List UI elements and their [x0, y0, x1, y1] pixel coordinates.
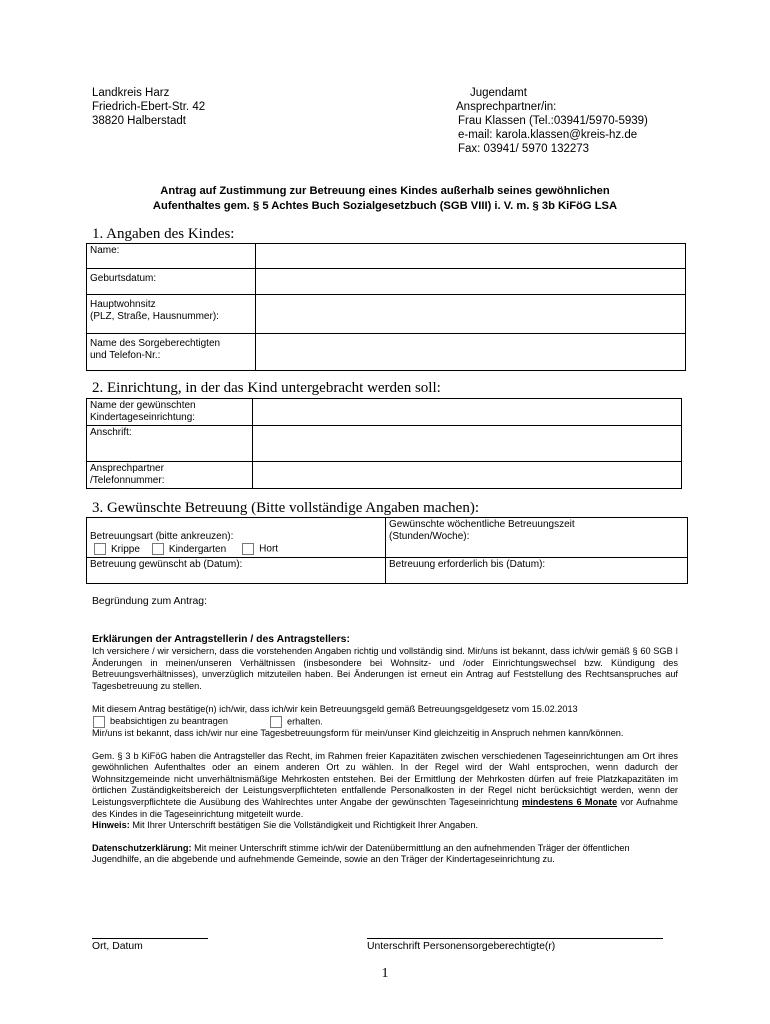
section1-heading: 1. Angaben des Kindes:: [92, 226, 235, 242]
sender-line: Landkreis Harz: [92, 87, 170, 99]
field-label: Name:: [87, 244, 256, 269]
field-label: Name der gewünschten Kindertageseinrichtung:: [87, 399, 253, 426]
privacy-label: Datenschutzerklärung:: [92, 842, 192, 853]
kifoeg-text: Gem. § 3 b KiFöG haben die Antragsteller das Recht, im Rahmen freier Kapazitäten zwischen verschiedenen Tageseinrichtungen am Ort ihres gewöhnlichen Aufenthaltes oder an einem anderen Ort zu wählen. In der Regel wird der Wahl entsprochen, wenn dadurch der Wohnsitzgemeinde nicht unverhältnismäßige Mehrkosten entstehen. Bei der Ermittlung der Mehrkosten dürfen auf freie Platzkapazitäten im örtlichen Zuständigkeitsbereich der Leistungsverpflichteten entfallende Personalkosten in der Regel nicht berücksichtigt werden, wenn der Leistungsverpflichtete die Ausübung des Wahlrechtes unter Angabe der gewünschten Tageseinrichtung: [92, 750, 678, 807]
privacy-text: Mit meiner Unterschrift stimme ich/wir der Datenübermittlung an den aufnehmenden Träger der öffentlichen Jugendhilfe, an die abgebende und aufnehmende Gemeinde, sowie an den Träger der Kindertageseinrichtung zu.: [92, 842, 630, 865]
residence-field[interactable]: [256, 295, 686, 334]
apply-checkbox[interactable]: [93, 716, 105, 728]
krippe-checkbox[interactable]: [94, 543, 106, 555]
care-until-field[interactable]: Betreuung erforderlich bis (Datum):: [386, 557, 688, 583]
receive-checkbox[interactable]: [270, 716, 282, 728]
sender-line: Friedrich-Ebert-Str. 42: [92, 101, 206, 113]
sender-line: 38820 Halberstadt: [92, 115, 186, 127]
contact-fax: Fax: 03941/ 5970 132273: [458, 143, 590, 155]
child-name-field[interactable]: [256, 244, 686, 269]
field-label: Anschrift:: [87, 426, 253, 462]
care-table: [86, 517, 688, 584]
declaration-paragraph: Mir/uns ist bekannt, dass ich/wir nur eine Tagesbetreuungsform für mein/unser Kind gleichzeitig in Anspruch nehmen kann/können.: [92, 728, 624, 738]
contact-label: Ansprechpartner/in:: [456, 101, 557, 113]
childcare-allowance-options: [92, 716, 678, 728]
option-label: beabsichtigen zu beantragen: [110, 716, 228, 727]
place-date-label: Ort, Datum: [92, 941, 143, 952]
section3-heading: 3. Gewünschte Betreuung (Bitte vollständige Angaben machen):: [92, 500, 479, 516]
contact-office: Jugendamt: [470, 87, 527, 99]
contact-email: e-mail: karola.klassen@kreis-hz.de: [458, 129, 638, 141]
contact-person: Frau Klassen (Tel.:03941/5970-5939): [458, 115, 648, 127]
place-date-line[interactable]: [92, 938, 208, 939]
declaration-paragraph: Mit diesem Antrag bestätige(n) ich/wir, dass ich/wir kein Betreuungsgeld gemäß Betreuungsgeldgesetz vom 15.02.2013: [92, 704, 578, 715]
title-line: Antrag auf Zustimmung zur Betreuung eines Kindes außerhalb seines gewöhnlichen: [160, 185, 610, 197]
child-info-table: [86, 243, 686, 371]
page-number: 1: [381, 966, 389, 981]
field-label: Name des Sorgeberechtigten und Telefon-Nr.:: [87, 334, 256, 371]
hint-label: Hinweis:: [92, 820, 130, 831]
signature-label: Unterschrift Personensorgeberechtigte(r): [367, 941, 556, 952]
weekly-hours-field[interactable]: Gewünschte wöchentliche Betreuungszeit (Stunden/Woche):: [386, 518, 688, 558]
kifoeg-text: vor Aufnahme des Kindes in die Tageseinrichtung mitgeteilt wurde.: [92, 796, 678, 819]
kindergarten-checkbox[interactable]: [152, 543, 164, 555]
title-line: Aufenthaltes gem. § 5 Achtes Buch Sozialgesetzbuch (SGB VIII) i. V. m. § 3b KiFöG LSA: [152, 200, 618, 212]
facility-contact-field[interactable]: [253, 462, 682, 489]
declaration-paragraph: Ich versichere / wir versichern, dass die vorstehenden Angaben richtig und vollständig sind. Mir/uns ist bekannt, dass ich/wir gemäß § 60 SGB I Änderungen in meinen/unseren Verhältnissen (insbesondere bei Wohnsitz- und /oder Einrichtungswechsel bzw. Kündigung des Betreuungsverhältnisses), unverzüglich mitzuteilen haben. Bei Änderungen ist erneut ein Antrag auf Feststellung des Rechtsanspruches auf Tagesbetreuung zu stellen.: [92, 646, 678, 691]
section2-heading: 2. Einrichtung, in der das Kind untergebracht werden soll:: [92, 380, 441, 396]
field-label: Ansprechpartner /Telefonnummer:: [87, 462, 253, 489]
guardian-field[interactable]: [256, 334, 686, 371]
care-from-field[interactable]: Betreuung gewünscht ab (Datum):: [87, 557, 386, 583]
birthdate-field[interactable]: [256, 269, 686, 295]
facility-table: [86, 398, 682, 489]
facility-name-field[interactable]: [253, 399, 682, 426]
option-label: Krippe: [111, 543, 140, 555]
declaration-heading: Erklärungen der Antragstellerin / des Antragstellers:: [92, 634, 350, 645]
hint-paragraph: [92, 820, 678, 832]
field-label: Hauptwohnsitz (PLZ, Straße, Hausnummer):: [87, 295, 256, 334]
care-type-label: Betreuungsart (bitte ankreuzen):: [90, 531, 234, 542]
facility-address-field[interactable]: [253, 426, 682, 462]
kifoeg-paragraph: [92, 751, 678, 821]
reason-label: Begründung zum Antrag:: [92, 596, 207, 607]
option-label: Kindergarten: [168, 543, 227, 555]
field-label: Geburtsdatum:: [87, 269, 256, 295]
sender-address: [92, 86, 205, 128]
care-type-options: [90, 543, 382, 556]
declaration-block: [92, 633, 678, 866]
contact-block: [456, 86, 648, 156]
deadline-text: mindestens 6 Monate: [522, 796, 618, 807]
document-title: [60, 184, 710, 214]
privacy-paragraph: [92, 843, 678, 866]
hort-checkbox[interactable]: [242, 543, 254, 555]
option-label: erhalten.: [287, 716, 323, 727]
care-type-cell: [87, 518, 386, 558]
signature-line[interactable]: [367, 938, 663, 939]
option-label: Hort: [259, 543, 279, 555]
hint-text: Mit Ihrer Unterschrift bestätigen Sie die Vollständigkeit und Richtigkeit Ihrer Angaben.: [132, 820, 479, 831]
